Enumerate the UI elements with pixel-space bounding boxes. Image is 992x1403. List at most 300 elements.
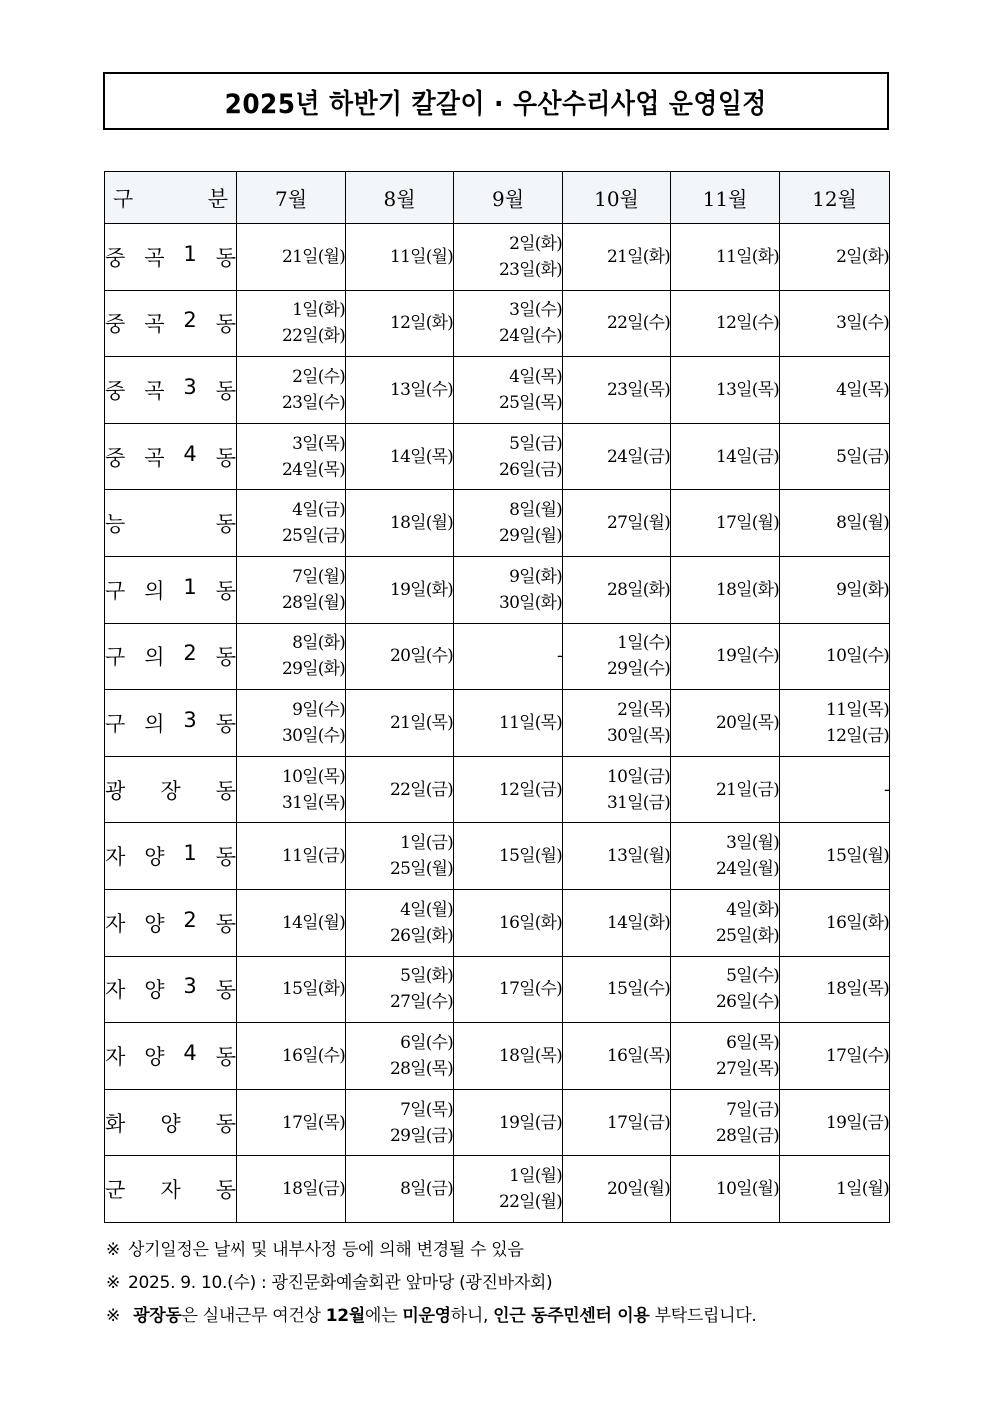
schedule-cell	[454, 556, 563, 623]
schedule-date: 23일(수)	[282, 392, 345, 413]
schedule-date: 21일(화)	[607, 246, 670, 267]
schedule-cell	[563, 556, 671, 623]
schedule-cell	[237, 1089, 346, 1156]
schedule-date: 9일(화)	[509, 566, 562, 587]
schedule-date: 8일(금)	[400, 1179, 453, 1200]
schedule-cell	[454, 224, 563, 291]
schedule-date: 4일(목)	[509, 366, 562, 387]
schedule-date: 15일(화)	[282, 979, 345, 1000]
schedule-cell	[346, 1156, 454, 1223]
schedule-date: 13일(월)	[607, 846, 670, 867]
schedule-date: 7일(목)	[400, 1099, 453, 1120]
schedule-cell	[454, 889, 563, 956]
table-row	[105, 1023, 890, 1090]
schedule-cell	[671, 224, 780, 291]
dong-name-cell	[105, 357, 237, 424]
dong-name-char: 중	[105, 378, 126, 403]
schedule-date: 24일(금)	[607, 446, 670, 467]
note-3-text: 하니,	[450, 1306, 494, 1326]
schedule-cell	[671, 423, 780, 490]
dong-name-char: 양	[144, 845, 165, 870]
schedule-cell	[346, 290, 454, 357]
schedule-cell	[563, 357, 671, 424]
dong-name-cell	[105, 823, 237, 890]
schedule-cell	[563, 623, 671, 690]
schedule-date: 18일(목)	[499, 1045, 562, 1066]
schedule-cell	[346, 423, 454, 490]
dong-name-char: 동	[215, 1178, 236, 1203]
schedule-date: 12일(수)	[716, 313, 779, 334]
schedule-table	[104, 171, 890, 1223]
schedule-cell	[780, 690, 890, 757]
schedule-date: 8일(월)	[509, 500, 562, 521]
schedule-date: 3일(수)	[836, 313, 889, 334]
schedule-date: 18일(목)	[826, 979, 889, 1000]
dong-name-char: 광	[105, 778, 126, 803]
schedule-date: 17일(목)	[282, 1112, 345, 1133]
dong-name-char: 중	[105, 445, 126, 470]
table-row	[105, 690, 890, 757]
schedule-date: 4일(목)	[836, 379, 889, 400]
schedule-cell	[454, 823, 563, 890]
schedule-date: 26일(수)	[716, 992, 779, 1013]
schedule-date: 4일(월)	[400, 899, 453, 920]
dong-name-char: 능	[105, 512, 126, 537]
schedule-cell	[237, 889, 346, 956]
schedule-cell	[671, 1023, 780, 1090]
note-3-emphasis: 미운영	[402, 1306, 451, 1326]
schedule-cell	[237, 690, 346, 757]
dong-name-char: 장	[160, 778, 181, 803]
schedule-date: 25일(월)	[390, 859, 453, 880]
table-row	[105, 756, 890, 823]
schedule-cell	[346, 823, 454, 890]
dong-name-char: 곡	[144, 245, 165, 270]
schedule-cell	[237, 290, 346, 357]
schedule-date: 5일(금)	[836, 446, 889, 467]
dong-name-char: 화	[105, 1111, 126, 1136]
schedule-date: 25일(화)	[716, 925, 779, 946]
schedule-date: 29일(월)	[499, 526, 562, 547]
schedule-date: 22일(금)	[390, 779, 453, 800]
dong-name-char: 3	[183, 707, 197, 732]
table-row	[105, 290, 890, 357]
dong-name-char: 자	[105, 845, 126, 870]
note-3-text: 에는	[364, 1306, 403, 1326]
schedule-date: 9일(수)	[292, 699, 345, 720]
dong-name-cell	[105, 1089, 237, 1156]
dong-name-cell	[105, 756, 237, 823]
schedule-date: 27일(수)	[390, 992, 453, 1013]
schedule-cell	[237, 623, 346, 690]
schedule-cell	[671, 756, 780, 823]
schedule-date: 8일(월)	[836, 513, 889, 534]
dong-name-char: 동	[215, 911, 236, 936]
schedule-date: 1일(금)	[400, 833, 453, 854]
schedule-date: 19일(금)	[826, 1112, 889, 1133]
schedule-date: 15일(수)	[607, 979, 670, 1000]
schedule-date: 15일(월)	[499, 846, 562, 867]
dong-name-char: 동	[215, 578, 236, 603]
schedule-cell	[780, 889, 890, 956]
schedule-cell	[346, 490, 454, 557]
dong-name-char: 양	[144, 911, 165, 936]
dong-name-cell	[105, 423, 237, 490]
table-row	[105, 490, 890, 557]
schedule-date: 10일(수)	[826, 646, 889, 667]
schedule-cell	[237, 823, 346, 890]
schedule-cell	[671, 290, 780, 357]
schedule-date: 25일(목)	[499, 392, 562, 413]
schedule-cell	[454, 423, 563, 490]
schedule-cell	[780, 1023, 890, 1090]
schedule-date: 28일(목)	[390, 1058, 453, 1079]
schedule-date: 28일(화)	[607, 579, 670, 600]
schedule-cell	[237, 423, 346, 490]
schedule-cell	[780, 224, 890, 291]
note-3-text: 부탁드립니다.	[649, 1306, 757, 1326]
schedule-date: 19일(화)	[390, 579, 453, 600]
dong-name-char: 동	[215, 445, 236, 470]
schedule-cell	[671, 357, 780, 424]
schedule-date: 4일(금)	[292, 500, 345, 521]
header-row	[105, 172, 890, 224]
schedule-date: 2일(화)	[836, 246, 889, 267]
note-2	[106, 1267, 906, 1300]
reference-mark: ※	[106, 1306, 120, 1326]
month-header: 8월	[346, 172, 454, 224]
dong-name-char: 양	[160, 1111, 181, 1136]
table-row	[105, 423, 890, 490]
schedule-date: 17일(월)	[716, 513, 779, 534]
schedule-cell	[454, 623, 563, 690]
dong-name-char: 동	[215, 978, 236, 1003]
schedule-date: 5일(화)	[400, 966, 453, 987]
schedule-date: 26일(화)	[390, 925, 453, 946]
schedule-cell	[237, 956, 346, 1023]
schedule-cell	[780, 756, 890, 823]
schedule-date: 16일(화)	[826, 912, 889, 933]
note-3-emphasis: 인근 동주민센터 이용	[493, 1306, 650, 1326]
schedule-cell	[346, 690, 454, 757]
schedule-cell	[671, 823, 780, 890]
dong-name-cell	[105, 224, 237, 291]
header-label-cell	[105, 172, 237, 224]
dong-name-char: 동	[215, 245, 236, 270]
schedule-cell	[671, 490, 780, 557]
dong-name-char: 양	[144, 978, 165, 1003]
schedule-cell	[454, 756, 563, 823]
dong-name-char: 자	[105, 1044, 126, 1069]
schedule-body	[105, 224, 890, 1223]
dong-name-char: 2	[183, 907, 197, 932]
schedule-date: 2일(화)	[509, 233, 562, 254]
schedule-date: 6일(목)	[726, 1032, 779, 1053]
schedule-cell	[454, 1089, 563, 1156]
schedule-date: 16일(목)	[607, 1045, 670, 1066]
schedule-cell	[780, 556, 890, 623]
table-row	[105, 956, 890, 1023]
schedule-cell	[563, 1156, 671, 1223]
schedule-date: 20일(월)	[607, 1179, 670, 1200]
schedule-date: 1일(화)	[292, 300, 345, 321]
schedule-date: 3일(목)	[292, 433, 345, 454]
month-header: 10월	[563, 172, 671, 224]
dong-name-cell	[105, 889, 237, 956]
note-3-emphasis: 12월	[325, 1306, 365, 1326]
schedule-date: 16일(화)	[499, 912, 562, 933]
schedule-cell	[563, 1023, 671, 1090]
schedule-date: 21일(금)	[716, 779, 779, 800]
schedule-cell	[346, 224, 454, 291]
dong-name-char: 1	[183, 841, 197, 866]
page-title: 2025년 하반기 칼갈이 · 우산수리사업 운영일정	[224, 88, 768, 120]
schedule-cell	[780, 1089, 890, 1156]
dong-name-char: 동	[215, 512, 236, 537]
schedule-cell	[454, 490, 563, 557]
schedule-cell	[563, 690, 671, 757]
schedule-date: 14일(월)	[282, 912, 345, 933]
dong-name-char: 동	[215, 312, 236, 337]
schedule-cell	[237, 357, 346, 424]
schedule-cell	[237, 1023, 346, 1090]
schedule-date: 14일(금)	[716, 446, 779, 467]
schedule-date: 1일(수)	[617, 633, 670, 654]
schedule-cell	[237, 756, 346, 823]
schedule-date: 18일(금)	[282, 1179, 345, 1200]
schedule-cell	[563, 823, 671, 890]
schedule-date: 18일(화)	[716, 579, 779, 600]
schedule-date: 10일(월)	[716, 1179, 779, 1200]
schedule-date: 11일(목)	[499, 712, 562, 733]
schedule-cell	[346, 1023, 454, 1090]
dong-name-char: 2	[183, 641, 197, 666]
note-3-text: 은 실내근무 여건상	[181, 1306, 326, 1326]
dong-name-char: 구	[105, 578, 126, 603]
dong-name-char: 4	[183, 1040, 197, 1065]
schedule-date: 11일(월)	[390, 246, 453, 267]
schedule-cell	[671, 690, 780, 757]
dong-name-char: 중	[105, 245, 126, 270]
schedule-date: -	[557, 646, 562, 667]
schedule-date: 17일(수)	[499, 979, 562, 1000]
schedule-cell	[346, 956, 454, 1023]
schedule-date: 30일(화)	[499, 592, 562, 613]
dong-name-cell	[105, 556, 237, 623]
note-1-text: 상기일정은 날씨 및 내부사정 등에 의해 변경될 수 있음	[128, 1240, 524, 1260]
schedule-date: 26일(금)	[499, 459, 562, 480]
table-row	[105, 1156, 890, 1223]
schedule-cell	[346, 623, 454, 690]
month-header: 7월	[237, 172, 346, 224]
schedule-date: 20일(수)	[390, 646, 453, 667]
schedule-date: 11일(금)	[282, 846, 345, 867]
schedule-cell	[237, 556, 346, 623]
schedule-cell	[237, 490, 346, 557]
title-box	[103, 72, 889, 130]
dong-name-char: 2	[183, 308, 197, 333]
schedule-date: 19일(수)	[716, 646, 779, 667]
schedule-date: 3일(월)	[726, 833, 779, 854]
dong-name-char: 의	[144, 711, 165, 736]
dong-name-char: 곡	[144, 378, 165, 403]
note-3	[106, 1300, 906, 1333]
schedule-cell	[671, 1156, 780, 1223]
dong-name-char: 1	[183, 574, 197, 599]
schedule-date: 27일(목)	[716, 1058, 779, 1079]
dong-name-char: 곡	[144, 445, 165, 470]
schedule-date: 13일(목)	[716, 379, 779, 400]
schedule-date: 31일(목)	[282, 792, 345, 813]
schedule-cell	[563, 224, 671, 291]
schedule-date: 14일(화)	[607, 912, 670, 933]
schedule-date: 22일(월)	[499, 1192, 562, 1213]
schedule-cell	[237, 224, 346, 291]
schedule-date: 8일(화)	[292, 633, 345, 654]
dong-name-char: 동	[215, 1111, 236, 1136]
dong-name-char: 군	[105, 1178, 126, 1203]
dong-name-char: 동	[215, 845, 236, 870]
schedule-date: 29일(수)	[607, 659, 670, 680]
schedule-cell	[671, 1089, 780, 1156]
schedule-cell	[454, 1023, 563, 1090]
schedule-date: 2일(목)	[617, 699, 670, 720]
schedule-date: 4일(화)	[726, 899, 779, 920]
schedule-date: 22일(화)	[282, 326, 345, 347]
schedule-date: 12일(금)	[826, 725, 889, 746]
schedule-date: 17일(수)	[826, 1045, 889, 1066]
schedule-date: 9일(화)	[836, 579, 889, 600]
schedule-date: 1일(월)	[836, 1179, 889, 1200]
schedule-date: 21일(월)	[282, 246, 345, 267]
dong-name-char: 동	[215, 778, 236, 803]
schedule-cell	[454, 690, 563, 757]
schedule-cell	[237, 1156, 346, 1223]
note-2-text: 2025. 9. 10.(수) : 광진문화예술회관 앞마당 (광진바자회)	[128, 1273, 553, 1293]
dong-name-char: 자	[105, 911, 126, 936]
schedule-date: 22일(수)	[607, 313, 670, 334]
schedule-date: 20일(목)	[716, 712, 779, 733]
schedule-date: 18일(월)	[390, 513, 453, 534]
schedule-cell	[346, 889, 454, 956]
dong-name-char: 구	[105, 711, 126, 736]
dong-name-char: 중	[105, 312, 126, 337]
schedule-cell	[563, 756, 671, 823]
header-label-left: 구	[113, 186, 134, 211]
schedule-date: 1일(월)	[509, 1166, 562, 1187]
schedule-date: 16일(수)	[282, 1045, 345, 1066]
schedule-cell	[563, 290, 671, 357]
schedule-date: 23일(화)	[499, 259, 562, 280]
schedule-date: 6일(수)	[400, 1032, 453, 1053]
schedule-date: -	[884, 779, 889, 800]
dong-name-char: 자	[160, 1178, 181, 1203]
schedule-date: 2일(수)	[292, 366, 345, 387]
dong-name-cell	[105, 690, 237, 757]
schedule-date: 23일(목)	[607, 379, 670, 400]
dong-name-char: 동	[215, 378, 236, 403]
schedule-cell	[780, 823, 890, 890]
schedule-cell	[454, 1156, 563, 1223]
table-row	[105, 823, 890, 890]
notes	[106, 1234, 906, 1333]
reference-mark: ※	[106, 1240, 120, 1260]
dong-name-cell	[105, 1156, 237, 1223]
schedule-cell	[780, 623, 890, 690]
schedule-cell	[780, 956, 890, 1023]
schedule-date: 10일(목)	[282, 766, 345, 787]
note-1	[106, 1234, 906, 1267]
schedule-cell	[346, 756, 454, 823]
schedule-date: 17일(금)	[607, 1112, 670, 1133]
schedule-date: 25일(금)	[282, 526, 345, 547]
schedule-date: 3일(수)	[509, 300, 562, 321]
dong-name-cell	[105, 956, 237, 1023]
table-row	[105, 889, 890, 956]
schedule-date: 12일(화)	[390, 313, 453, 334]
schedule-date: 28일(월)	[282, 592, 345, 613]
schedule-date: 10일(금)	[607, 766, 670, 787]
schedule-cell	[671, 623, 780, 690]
schedule-date: 24일(목)	[282, 459, 345, 480]
schedule-cell	[454, 290, 563, 357]
schedule-date: 15일(월)	[826, 846, 889, 867]
schedule-cell	[671, 889, 780, 956]
dong-name-char: 양	[144, 1044, 165, 1069]
schedule-cell	[563, 1089, 671, 1156]
schedule-cell	[563, 490, 671, 557]
table-row	[105, 224, 890, 291]
dong-name-char: 자	[105, 978, 126, 1003]
month-header: 12월	[780, 172, 890, 224]
dong-name-char: 4	[183, 441, 197, 466]
schedule-cell	[346, 556, 454, 623]
schedule-date: 11일(목)	[826, 699, 889, 720]
schedule-date: 7일(금)	[726, 1099, 779, 1120]
schedule-date: 5일(금)	[509, 433, 562, 454]
schedule-cell	[780, 490, 890, 557]
schedule-date: 14일(목)	[390, 446, 453, 467]
dong-name-char: 3	[183, 974, 197, 999]
schedule-date: 27일(월)	[607, 513, 670, 534]
schedule-date: 5일(수)	[726, 966, 779, 987]
schedule-date: 30일(수)	[282, 725, 345, 746]
dong-name-cell	[105, 490, 237, 557]
reference-mark: ※	[106, 1273, 120, 1293]
schedule-date: 7일(월)	[292, 566, 345, 587]
schedule-cell	[780, 1156, 890, 1223]
schedule-date: 13일(수)	[390, 379, 453, 400]
header-label-right: 분	[207, 186, 228, 211]
dong-name-char: 동	[215, 645, 236, 670]
schedule-cell	[563, 889, 671, 956]
schedule-cell	[346, 357, 454, 424]
schedule-cell	[671, 556, 780, 623]
table-row	[105, 357, 890, 424]
schedule-cell	[563, 423, 671, 490]
schedule-date: 24일(월)	[716, 859, 779, 880]
schedule-date: 19일(금)	[499, 1112, 562, 1133]
dong-name-char: 1	[183, 241, 197, 266]
schedule-cell	[454, 357, 563, 424]
month-header: 9월	[454, 172, 563, 224]
dong-name-cell	[105, 1023, 237, 1090]
month-header: 11월	[671, 172, 780, 224]
schedule-date: 12일(금)	[499, 779, 562, 800]
note-3-emphasis: 광장동	[133, 1306, 182, 1326]
dong-name-char: 구	[105, 645, 126, 670]
schedule-cell	[346, 1089, 454, 1156]
